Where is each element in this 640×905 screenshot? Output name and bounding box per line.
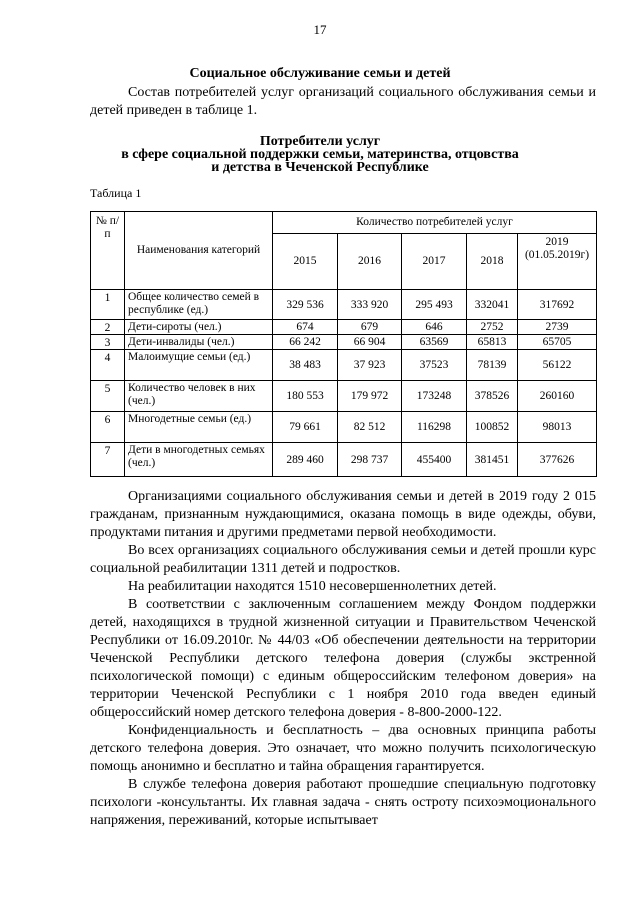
col-header-name: Наименования категорий (125, 212, 273, 290)
col-header-year: 2017 (402, 234, 467, 290)
section-title: Социальное обслуживание семьи и детей (189, 66, 451, 81)
cell-value: 38 483 (273, 350, 338, 381)
cell-no: 5 (91, 381, 125, 412)
cell-name: Многодетные семьи (ед.) (125, 412, 273, 443)
cell-value: 179 972 (338, 381, 402, 412)
cell-value: 78139 (467, 350, 518, 381)
table-row (91, 320, 597, 335)
cell-value: 2752 (467, 320, 518, 335)
cell-value: 63569 (402, 335, 467, 350)
cell-value: 37523 (402, 350, 467, 381)
cell-value: 679 (338, 320, 402, 335)
col-header-year: 2016 (338, 234, 402, 290)
cell-value: 66 904 (338, 335, 402, 350)
cell-no: 3 (91, 335, 125, 350)
cell-name: Дети-инвалиды (чел.) (125, 335, 273, 350)
table-row (91, 412, 597, 443)
cell-value: 378526 (467, 381, 518, 412)
col-header-no: № п/п (91, 212, 125, 290)
cell-value: 98013 (518, 412, 597, 443)
cell-no: 7 (91, 443, 125, 477)
table-row (91, 290, 597, 320)
paragraph: Конфиденциальность и бесплатность – два основных принципа работы детского телефона доверия. Это означает, что можно получить психологическую помощь анонимно и бесплатно и тайна обращения гарантируется. (90, 723, 596, 774)
table-title-line: Потребители услуг (259, 134, 381, 149)
cell-value: 260160 (518, 381, 597, 412)
cell-value: 116298 (402, 412, 467, 443)
cell-value: 173248 (402, 381, 467, 412)
col-header-year: 2019 (01.05.2019г) (518, 234, 597, 290)
cell-value: 65705 (518, 335, 597, 350)
col-header-year: 2018 (467, 234, 518, 290)
cell-value: 100852 (467, 412, 518, 443)
cell-no: 6 (91, 412, 125, 443)
cell-name: Дети в многодетных семьях (чел.) (125, 443, 273, 477)
cell-value: 332041 (467, 290, 518, 320)
cell-value: 289 460 (273, 443, 338, 477)
cell-value: 646 (402, 320, 467, 335)
paragraph: На реабилитации находятся 1510 несовершеннолетних детей. (128, 579, 497, 594)
cell-value: 317692 (518, 290, 597, 320)
cell-value: 674 (273, 320, 338, 335)
cell-value: 180 553 (273, 381, 338, 412)
paragraph: В соответствии с заключенным соглашением между Фондом поддержки детей, находящихся в трудной жизненной ситуации и Правительством Чеченской Республики от 16.09.2010г. № 44/03 «Об обеспечении деятельности на территории Чеченской Республики детского телефона доверия (службы экстренной психологической помощи) с единым общероссийским телефоном доверия» на территории Чеченской Республики с 1 ноября 2010 года введен единый общероссийский номер детского телефона доверия - 8-800-2000-122. (90, 597, 596, 720)
table-row (91, 350, 597, 381)
cell-value: 333 920 (338, 290, 402, 320)
cell-name: Количество человек в них (чел.) (125, 381, 273, 412)
paragraph: В службе телефона доверия работают прошедшие специальную подготовку психологи -консультанты. Их главная задача - снять остроту психоэмоционального напряжения, переживаний, которые испытывает (90, 777, 596, 828)
cell-value: 79 661 (273, 412, 338, 443)
col-header-group: Количество потребителей услуг (273, 212, 597, 234)
table-row (91, 443, 597, 477)
col-header-year: 2015 (273, 234, 338, 290)
cell-value: 82 512 (338, 412, 402, 443)
page-number: 17 (313, 22, 327, 37)
cell-value: 377626 (518, 443, 597, 477)
cell-value: 2739 (518, 320, 597, 335)
cell-value: 65813 (467, 335, 518, 350)
cell-value: 66 242 (273, 335, 338, 350)
table-row (91, 381, 597, 412)
cell-no: 2 (91, 320, 125, 335)
cell-value: 455400 (402, 443, 467, 477)
cell-value: 56122 (518, 350, 597, 381)
cell-no: 1 (91, 290, 125, 320)
table-title-line: в сфере социальной поддержки семьи, материнства, отцовства (121, 147, 519, 162)
cell-no: 4 (91, 350, 125, 381)
table-title (0, 135, 640, 174)
cell-value: 295 493 (402, 290, 467, 320)
consumers-table (90, 211, 597, 477)
intro-paragraph: Состав потребителей услуг организаций социального обслуживания семьи и детей приведен в таблице 1. (90, 85, 596, 118)
cell-name: Дети-сироты (чел.) (125, 320, 273, 335)
body-text (90, 488, 596, 830)
cell-value: 329 536 (273, 290, 338, 320)
cell-value: 298 737 (338, 443, 402, 477)
cell-value: 381451 (467, 443, 518, 477)
paragraph: Во всех организациях социального обслуживания семьи и детей прошли курс социальной реабилитации 1311 детей и подростков. (90, 543, 596, 576)
table-title-line: и детства в Чеченской Республике (211, 160, 429, 175)
cell-name: Общее количество семей в республике (ед.) (125, 290, 273, 320)
table-caption: Таблица 1 (90, 186, 142, 200)
cell-value: 37 923 (338, 350, 402, 381)
table-row (91, 335, 597, 350)
paragraph: Организациями социального обслуживания семьи и детей в 2019 году 2 015 гражданам, признанным нуждающимися, оказана помощь в виде одежды, обуви, продуктами питания и другими предметами первой необходимости. (90, 489, 596, 540)
cell-name: Малоимущие семьи (ед.) (125, 350, 273, 381)
